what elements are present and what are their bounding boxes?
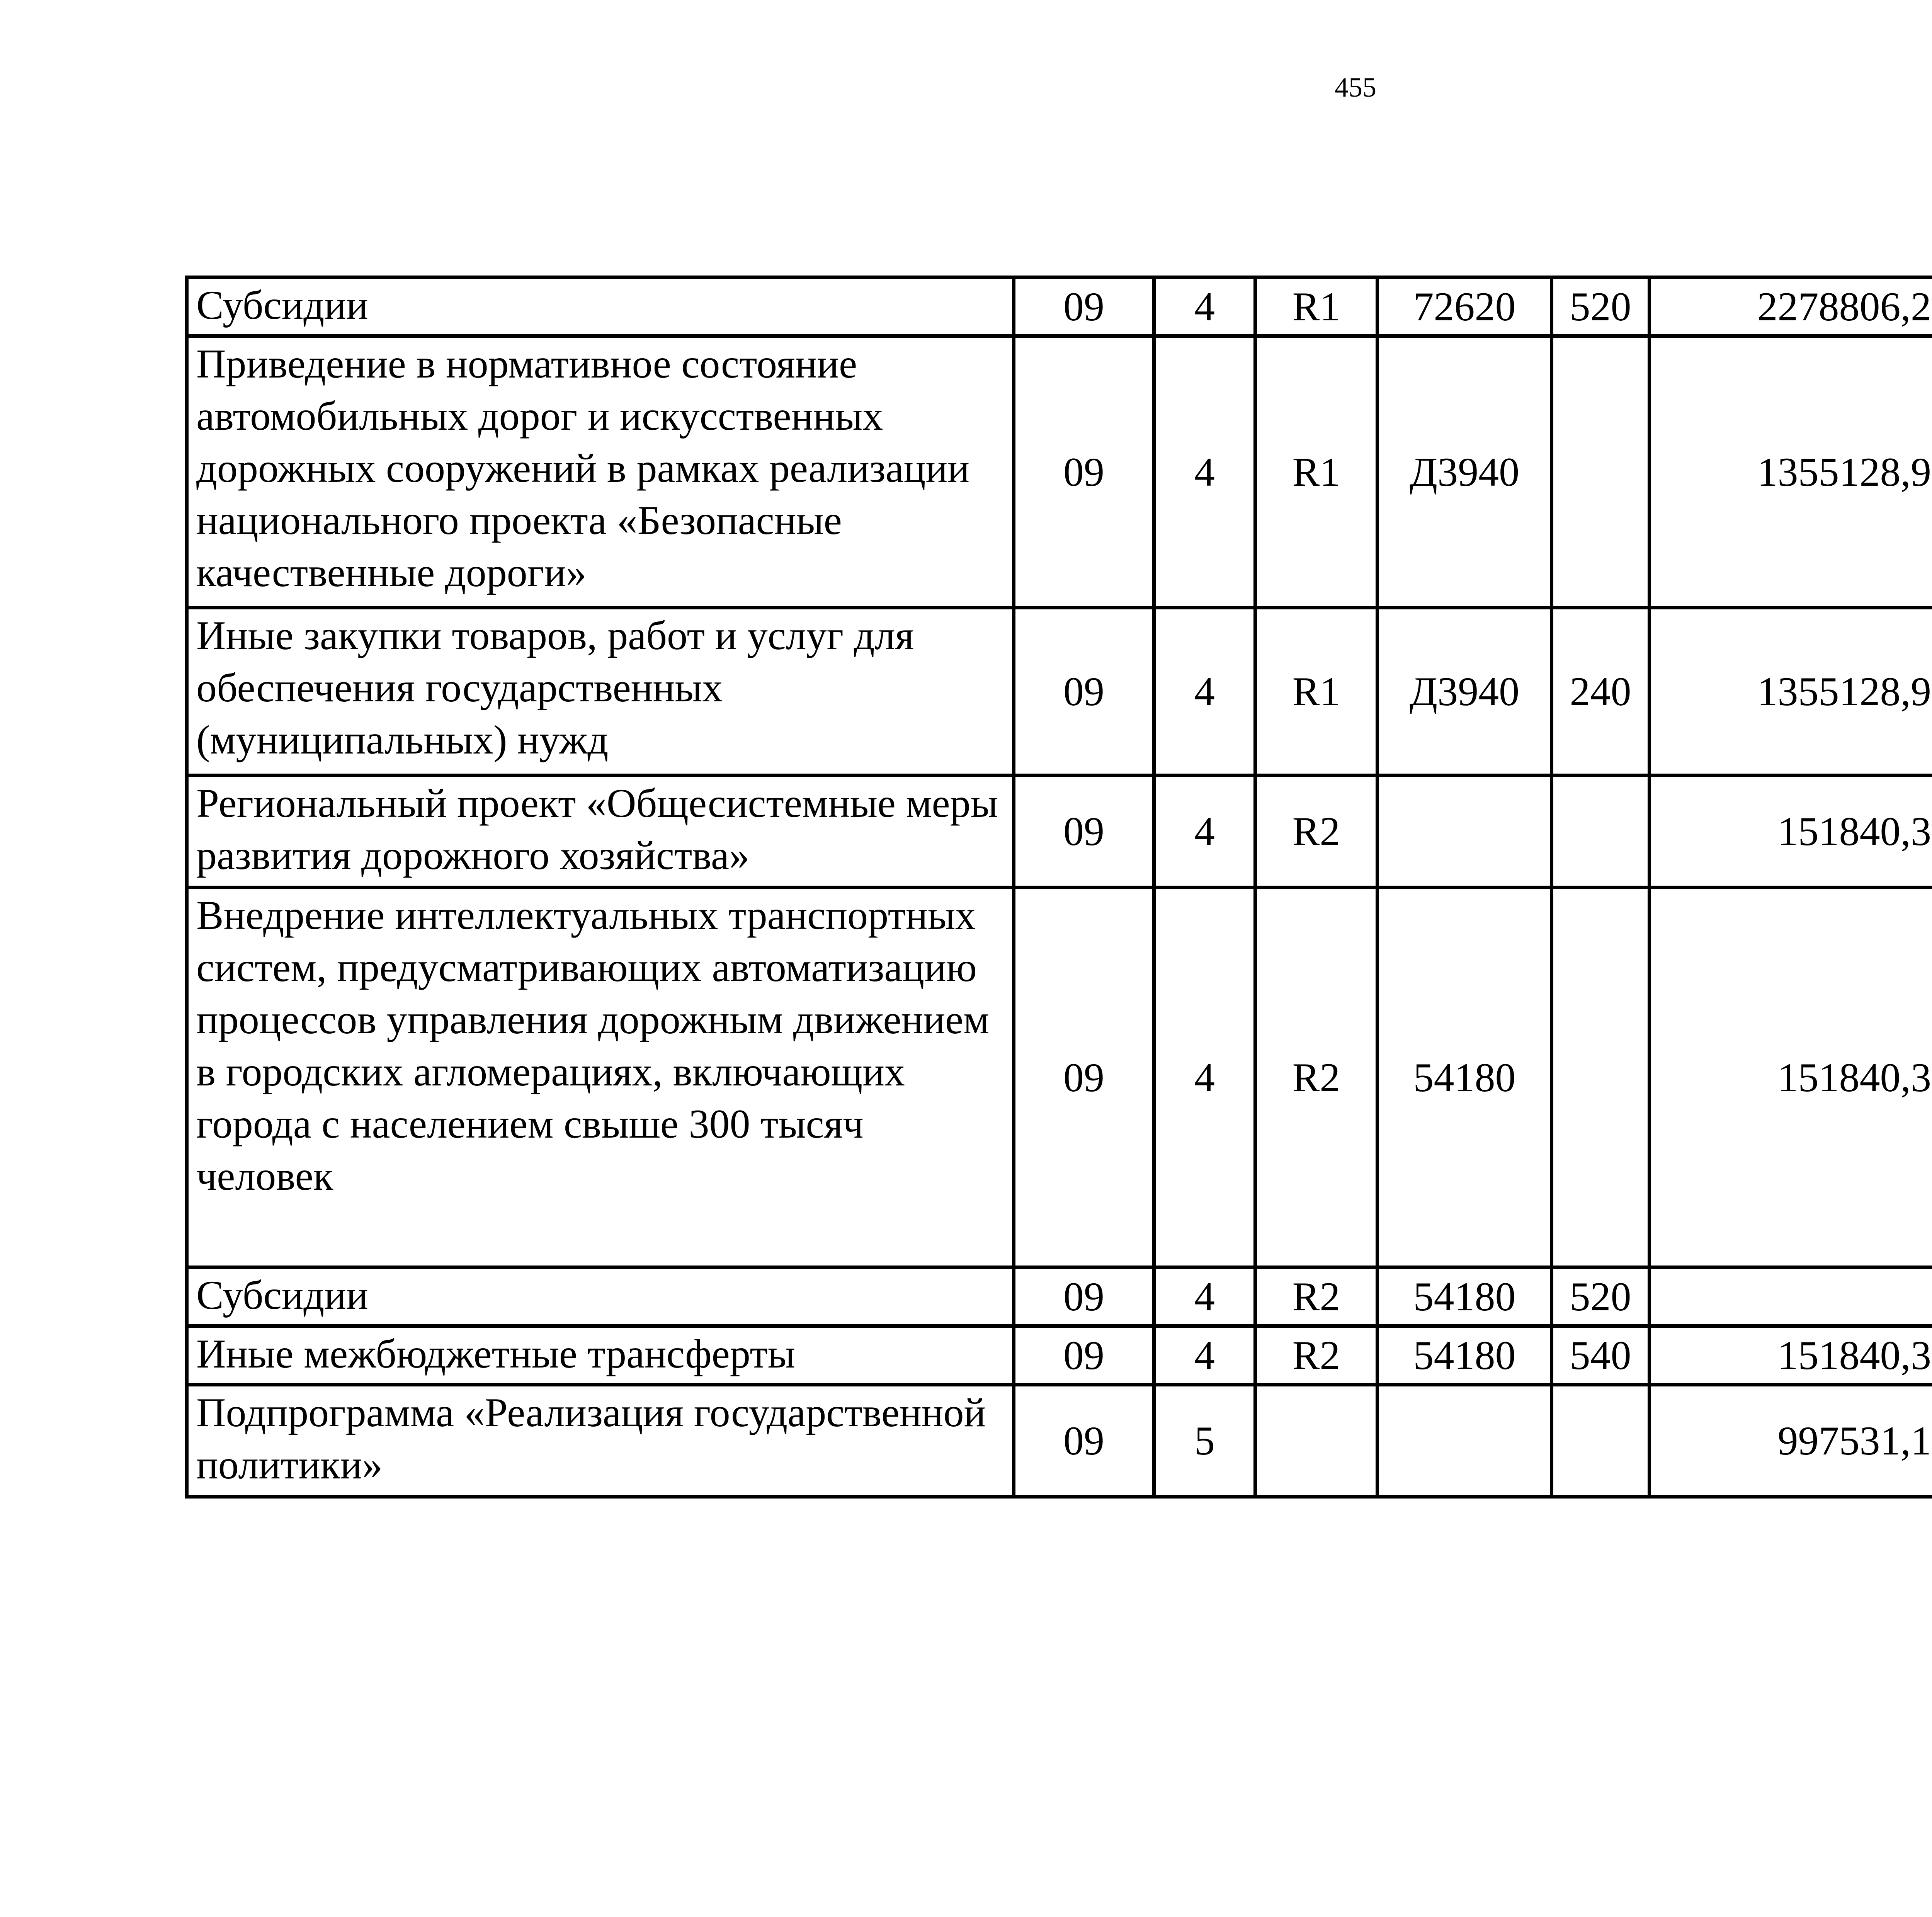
- table-row: [187, 888, 1932, 1267]
- direction-code: 54180: [1378, 1267, 1552, 1326]
- ministry-code: 09: [1014, 888, 1154, 1267]
- expense-type-code: 520: [1552, 1267, 1650, 1326]
- row-name: Приведение в нормативное состояние автомобильных дорог и искусственных дорожных сооружений в рамках реализации национального проекта «Безопасные качественные дороги»: [187, 336, 1014, 608]
- page-number: 455: [1335, 72, 1376, 103]
- amount-year-1: 151840,3: [1650, 888, 1932, 1267]
- expense-type-code: 540: [1552, 1326, 1650, 1385]
- subprogram-code: 4: [1154, 277, 1255, 336]
- direction-code: [1378, 1385, 1552, 1497]
- table-row: [187, 277, 1932, 336]
- row-name: Иные закупки товаров, работ и услуг для обеспечения государственных (муниципальных) нужд: [187, 608, 1014, 776]
- direction-code: Д3940: [1378, 608, 1552, 776]
- amount-year-1: [1650, 1267, 1932, 1326]
- table-row: [187, 1385, 1932, 1497]
- ministry-code: 09: [1014, 1267, 1154, 1326]
- expense-type-code: [1552, 776, 1650, 888]
- project-code: [1255, 1385, 1378, 1497]
- direction-code: [1378, 776, 1552, 888]
- ministry-code: 09: [1014, 1385, 1154, 1497]
- direction-code: Д3940: [1378, 336, 1552, 608]
- amount-year-1: 1355128,9: [1650, 336, 1932, 608]
- ministry-code: 09: [1014, 776, 1154, 888]
- project-code: R1: [1255, 277, 1378, 336]
- amount-year-1: 151840,3: [1650, 776, 1932, 888]
- subprogram-code: 4: [1154, 1267, 1255, 1326]
- ministry-code: 09: [1014, 1326, 1154, 1385]
- row-name: Подпрограмма «Реализация государственной политики»: [187, 1385, 1014, 1497]
- direction-code: 54180: [1378, 888, 1552, 1267]
- table-row: [187, 1267, 1932, 1326]
- row-name: Субсидии: [187, 1267, 1014, 1326]
- table-row: [187, 1326, 1932, 1385]
- project-code: R2: [1255, 1326, 1378, 1385]
- project-code: R2: [1255, 1267, 1378, 1326]
- expense-type-code: [1552, 888, 1650, 1267]
- expense-type-code: [1552, 1385, 1650, 1497]
- row-name: Иные межбюджетные трансферты: [187, 1326, 1014, 1385]
- direction-code: 54180: [1378, 1326, 1552, 1385]
- ministry-code: 09: [1014, 608, 1154, 776]
- project-code: R2: [1255, 776, 1378, 888]
- project-code: R2: [1255, 888, 1378, 1267]
- project-code: R1: [1255, 608, 1378, 776]
- ministry-code: 09: [1014, 277, 1154, 336]
- row-name: Региональный проект «Общесистемные меры развития дорожного хозяйства»: [187, 776, 1014, 888]
- ministry-code: 09: [1014, 336, 1154, 608]
- budget-table: [185, 276, 1932, 1499]
- expense-type-code: [1552, 336, 1650, 608]
- amount-year-1: 1355128,9: [1650, 608, 1932, 776]
- table-body: [187, 277, 1932, 1497]
- subprogram-code: 4: [1154, 776, 1255, 888]
- row-name: Внедрение интеллектуальных транспортных систем, предусматривающих автоматизацию процессов управления дорожным движением в городских агломерациях, включающих города с населением свыше 300 тысяч человек: [187, 888, 1014, 1267]
- subprogram-code: 5: [1154, 1385, 1255, 1497]
- table-row: [187, 608, 1932, 776]
- subprogram-code: 4: [1154, 888, 1255, 1267]
- amount-year-1: 997531,1: [1650, 1385, 1932, 1497]
- row-name: Субсидии: [187, 277, 1014, 336]
- table-row: [187, 336, 1932, 608]
- subprogram-code: 4: [1154, 608, 1255, 776]
- project-code: R1: [1255, 336, 1378, 608]
- expense-type-code: 520: [1552, 277, 1650, 336]
- amount-year-1: 2278806,2: [1650, 277, 1932, 336]
- table-row: [187, 776, 1932, 888]
- amount-year-1: 151840,3: [1650, 1326, 1932, 1385]
- expense-type-code: 240: [1552, 608, 1650, 776]
- subprogram-code: 4: [1154, 336, 1255, 608]
- subprogram-code: 4: [1154, 1326, 1255, 1385]
- direction-code: 72620: [1378, 277, 1552, 336]
